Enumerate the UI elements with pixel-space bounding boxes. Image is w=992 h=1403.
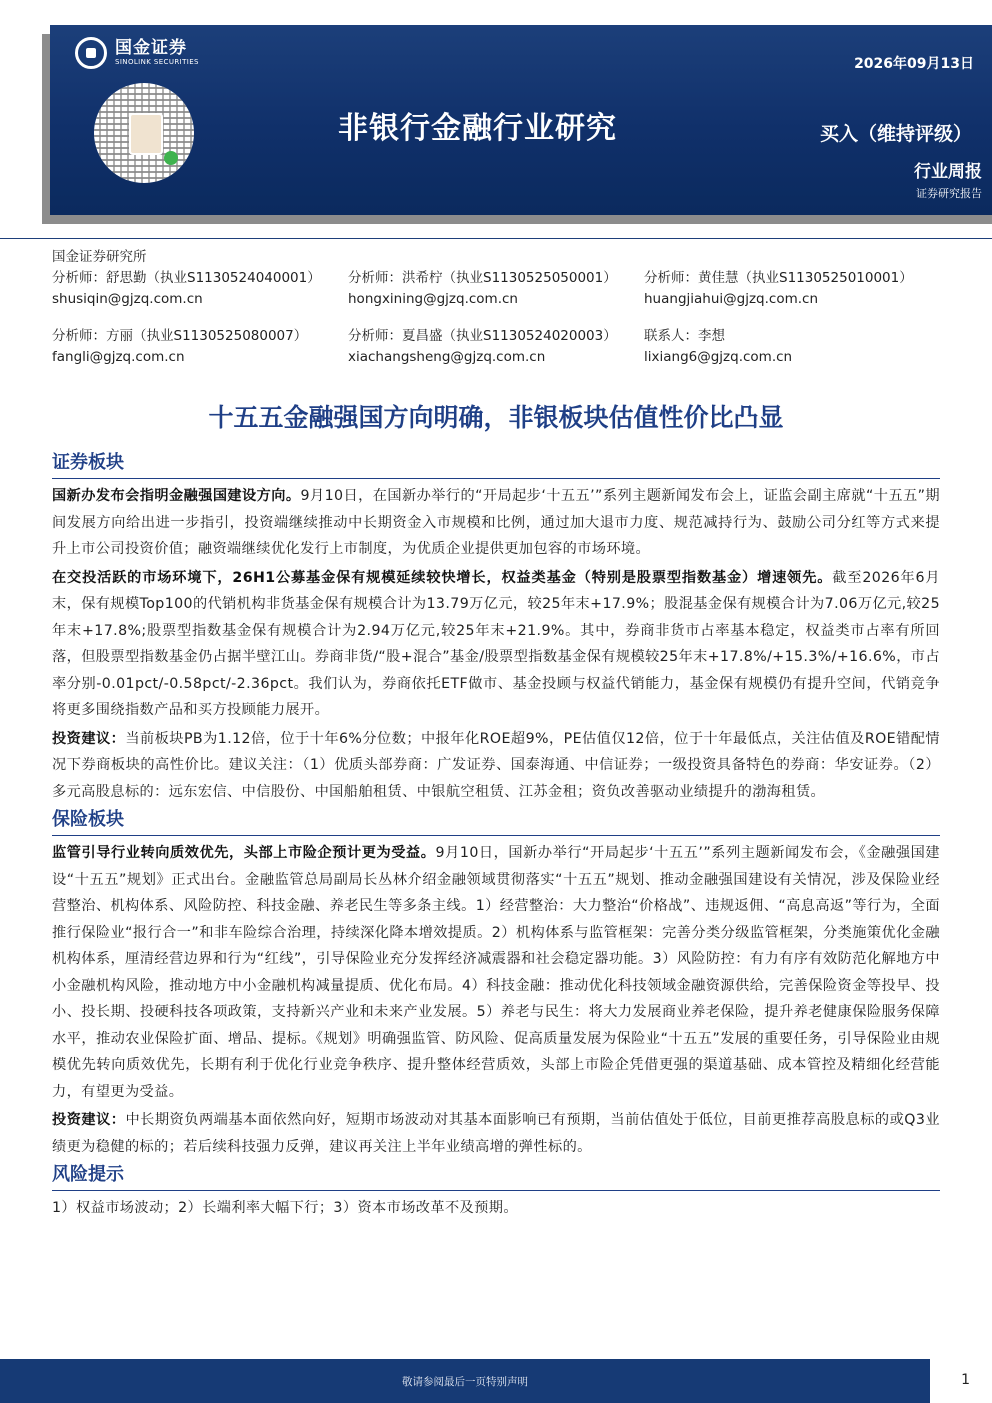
- paragraph-lead: 投资建议：: [52, 1112, 126, 1128]
- report-date: 2026年09月13日: [854, 56, 974, 72]
- contact-name: 联系人：李想: [644, 328, 725, 344]
- analyst-entry: [52, 268, 348, 310]
- analyst-name: 分析师：黄佳慧（执业S1130525010001）: [644, 270, 913, 286]
- section-heading-risk: 风险提示: [52, 1160, 940, 1191]
- securities-investment-advice: [52, 726, 940, 806]
- analyst-name: 分析师：洪希柠（执业S1130525050001）: [348, 270, 617, 286]
- paragraph-text: 9月10日，在国新办举行的“开局起步‘十五五’”系列主题新闻发布会上，证监会副主席就“十五五”期间发展方向给出进一步指引，投资端继续推动中长期资金入市规模和比例，通过加大退市力度、规范减持行为、鼓励公司分红等方式来提升上市公司投资价值；融资端继续优化发行上市制度，为优质企业提供更加包容的市场环境。: [52, 488, 941, 557]
- analyst-entry: [348, 268, 644, 310]
- paragraph-text: 中长期资负两端基本面依然向好，短期市场波动对其基本面影响已有预期，当前估值处于低位，目前更推荐高股息标的或Q3业绩更为稳健的标的；若后续科技强力反弹，建议再关注上半年业绩高增的弹性标的。: [52, 1112, 940, 1155]
- report-headline: 十五五金融强国方向明确，非银板块估值性价比凸显: [208, 403, 784, 432]
- logo-cn: 国金证券: [115, 38, 187, 58]
- contact-email[interactable]: lixiang6@gjzq.com.cn: [644, 349, 793, 365]
- insurance-paragraph-1: [52, 840, 940, 1105]
- paragraph-text: 9月10日，国新办举行“开局起步‘十五五’”系列主题新闻发布会，《金融强国建设“十五五”规划》正式出台。金融监管总局副局长丛林介绍金融领域贯彻落实“十五五”规划、推动金融强国建设有关情况，涉及保险业经营整治、机构体系、风险防控、科技金融、养老民生等多条主线。1）经营整治：大力整治“价格战”、违规返佣、“高息高返”等行为，全面推行保险业“报行合一”和非车险综合治理，持续深化降本增效提质。2）机构体系与监管框架：完善分类分级监管框架，分类施策优化金融机构体系，厘清经营边界和行为“红线”，引导保险业充分发挥经济减震器和社会稳定器功能。3）风险防控：有力有序有效防范化解地方中小金融机构风险，推动地方中小金融机构减量提质、优化布局。4）科技金融：推动优化科技领域金融资源供给，完善保险资金等投早、投小、投长期、投硬科技各项政策，支持新兴产业和未来产业发展。5）养老与民生：将大力发展商业养老保险，提升养老健康保险服务保障水平，推动农业保险扩面、增品、提标。《规划》明确强监管、防风险、促高质量发展为保险业“十五五”发展的重要任务，引导保险业由规模优先转向质效优先，长期有利于优化行业竞争秩序、提升整体经营质效，头部上市险企凭借更强的渠道基础、成本管控及精细化经营能力，有望更为受益。: [52, 845, 940, 1100]
- analyst-email[interactable]: huangjiahui@gjzq.com.cn: [644, 291, 819, 307]
- section-heading-securities: 证券板块: [52, 448, 940, 479]
- logo-icon: [75, 37, 107, 69]
- industry-title: 非银行金融行业研究: [338, 111, 617, 146]
- header-rule: [0, 238, 992, 239]
- report-type: 行业周报: [914, 162, 982, 182]
- analyst-email[interactable]: shusiqin@gjzq.com.cn: [52, 291, 203, 307]
- institute-name: 国金证券研究所: [52, 249, 147, 265]
- paragraph-text: 当前板块PB为1.12倍，位于十年6%分位数；中报年化ROE超9%，PE估值仅12倍，位于十年最低点，关注估值及ROE错配情况下券商板块的高性价比。建议关注：（1）优质头部券商：广发证券、国泰海通、中信证券；一级投资具备特色的券商：华安证券。（2）多元高股息标的：远东宏信、中信股份、中国船舶租赁、中银航空租赁、江苏金租；资负改善驱动业绩提升的渤海租赁。: [52, 730, 940, 800]
- paragraph-lead: 监管引导行业转向质效优先，头部上市险企预计更为受益。: [52, 845, 436, 861]
- analyst-entry: [52, 326, 348, 368]
- risk-paragraph: 1）权益市场波动；2）长端利率大幅下行；3）资本市场改革不及预期。: [52, 1200, 518, 1216]
- insurance-investment-advice: [52, 1107, 940, 1160]
- analyst-email[interactable]: hongxining@gjzq.com.cn: [348, 291, 518, 307]
- securities-paragraph-2: [52, 565, 940, 724]
- paragraph-lead: 投资建议：: [52, 730, 126, 747]
- page-number: 1: [961, 1372, 970, 1388]
- analyst-entry: [644, 268, 944, 310]
- analyst-spacer: [52, 310, 944, 326]
- rating: 买入（维持评级）: [819, 123, 972, 145]
- analyst-name: 分析师：夏昌盛（执业S1130524020003）: [348, 328, 617, 344]
- logo-en: SINOLINK SECURITIES: [115, 58, 199, 66]
- disclaimer-text[interactable]: 敬请参阅最后一页特别声明: [402, 1375, 528, 1388]
- report-body: [52, 448, 940, 1222]
- section-heading-insurance: 保险板块: [52, 805, 940, 836]
- company-logo: [75, 37, 199, 69]
- analyst-email[interactable]: xiachangsheng@gjzq.com.cn: [348, 349, 546, 365]
- contact-entry: [644, 326, 944, 368]
- securities-paragraph-1: [52, 483, 940, 563]
- report-subtype: 证券研究报告: [916, 187, 982, 200]
- analyst-block: [52, 247, 952, 368]
- qr-code-icon: [94, 83, 194, 183]
- mini-program-icon: [164, 151, 178, 165]
- paragraph-lead: 国新办发布会指明金融强国建设方向。: [52, 488, 301, 504]
- footer-disclaimer: [0, 1359, 930, 1403]
- analyst-name: 分析师：方丽（执业S1130525080007）: [52, 328, 308, 344]
- qr-center-logo: [129, 113, 163, 155]
- analyst-email[interactable]: fangli@gjzq.com.cn: [52, 349, 185, 365]
- analyst-name: 分析师：舒思勤（执业S1130524040001）: [52, 270, 321, 286]
- paragraph-text: 截至2026年6月末，保有规模Top100的代销机构非货基金保有规模合计为13.79万亿元，较25年末+17.9%；股混基金保有规模合计为7.06万亿元,较25年末+17.8%;股票型指数基金保有规模合计为2.94万亿元,较25年末+21.9%。其中，券商非货市占率基本稳定，权益类市占率有所回落，但股票型指数基金仍占据半壁江山。券商非货/“股+混合”基金/股票型指数基金保有规模较25年末+17.8%/+15.3%/+16.6%，市占率分别-0.01pct/-0.58pct/-2.36pct。我们认为，券商依托ETF做市、基金投顾与权益代销能力，基金保有规模仍有提升空间，代销竞争将更多围绕指数产品和买方投顾能力展开。: [52, 569, 941, 718]
- analyst-entry: [348, 326, 644, 368]
- paragraph-lead: 在交投活跃的市场环境下，26H1公募基金保有规模延续较快增长，权益类基金（特别是股票型指数基金）增速领先。: [52, 569, 833, 586]
- report-banner: [50, 25, 992, 215]
